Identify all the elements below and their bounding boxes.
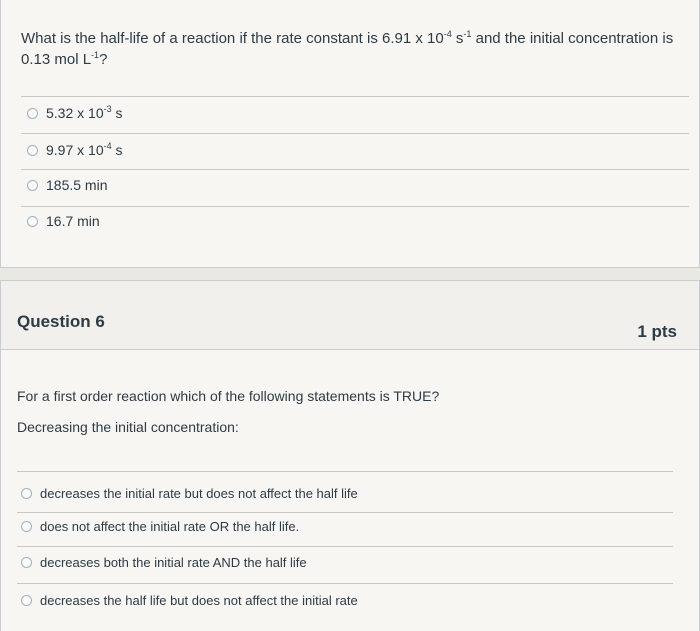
question-6-card [0, 280, 700, 631]
question-text-part: 0.13 mol L [21, 51, 92, 68]
question-points: 1 pts [637, 322, 677, 341]
option-label: 16.7 min [46, 213, 100, 229]
answer-option[interactable] [21, 589, 358, 611]
divider [21, 169, 689, 170]
answer-option[interactable] [27, 102, 123, 124]
option-label: does not affect the initial rate OR the half life. [40, 518, 300, 534]
answer-option[interactable] [27, 210, 100, 232]
radio-button[interactable] [21, 488, 32, 499]
radio-button[interactable] [21, 557, 32, 568]
option-label: decreases both the initial rate AND the half life [40, 554, 307, 570]
question-text [21, 28, 691, 49]
divider [17, 512, 673, 513]
radio-button[interactable] [27, 216, 38, 227]
answer-option[interactable] [21, 482, 358, 504]
radio-button[interactable] [27, 108, 38, 119]
question-text-part: What is the half-life of a reaction if the rate constant is 6.91 x 10 [21, 30, 444, 47]
divider [17, 583, 673, 584]
answer-option[interactable] [27, 174, 107, 196]
option-label: decreases the half life but does not affect the initial rate [40, 592, 358, 608]
exponent: -1 [91, 50, 100, 60]
question-text-part: ? [99, 51, 108, 68]
exponent: -4 [443, 29, 452, 39]
radio-button[interactable] [27, 180, 38, 191]
question-text-part: s [451, 30, 464, 47]
exponent: -1 [463, 29, 472, 39]
divider [21, 96, 689, 97]
divider [17, 471, 673, 472]
divider [21, 206, 689, 207]
option-label: 185.5 min [46, 177, 108, 193]
previous-question-card [0, 0, 700, 268]
question-text-line2 [21, 49, 107, 70]
radio-button[interactable] [27, 145, 38, 156]
divider [17, 546, 673, 547]
question-header [1, 281, 699, 350]
answer-option[interactable] [21, 515, 299, 537]
radio-button[interactable] [21, 595, 32, 606]
option-label: 5.32 x $10^{-3}$ s [46, 104, 123, 121]
divider [21, 133, 689, 134]
answer-option[interactable] [21, 551, 307, 573]
question-title: Question 6 [17, 312, 105, 331]
option-label: 9.97 x $10^{-4}$ s [46, 141, 123, 158]
question-text-part: and the initial concentration is [471, 30, 674, 47]
option-label: decreases the initial rate but does not affect the half life [40, 485, 358, 501]
radio-button[interactable] [21, 521, 32, 532]
question-prompt: For a first order reaction which of the following statements is TRUE? [17, 388, 440, 404]
answer-option[interactable] [27, 139, 123, 161]
question-subprompt: Decreasing the initial concentration: [17, 419, 239, 435]
